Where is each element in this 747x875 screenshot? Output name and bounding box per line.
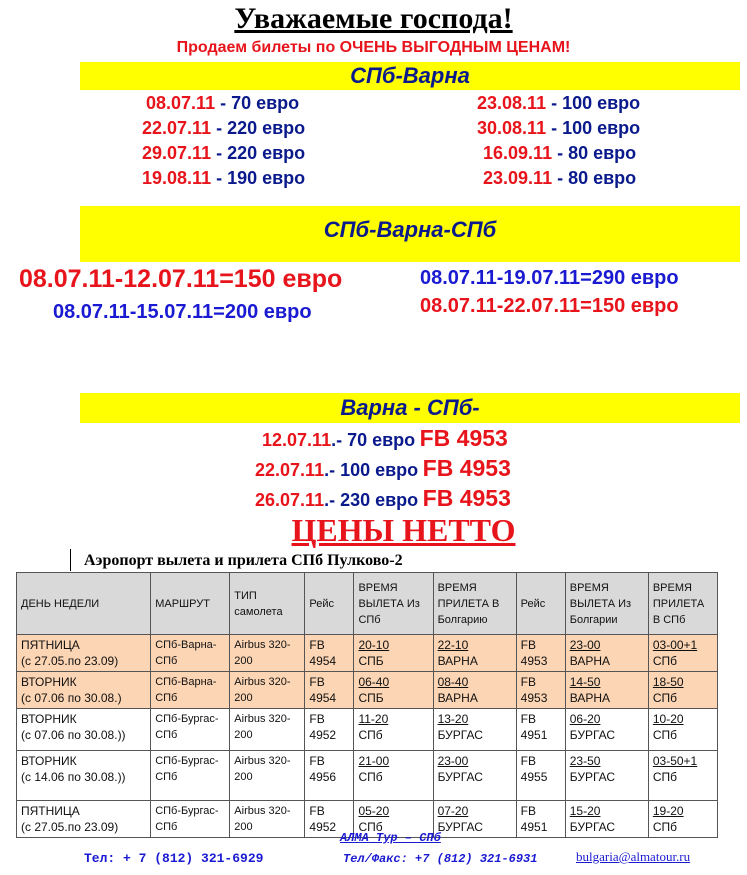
cell-day-text: (с 07.06 по 30.08.) xyxy=(21,691,122,705)
col-arrival: ВРЕМЯ ПРИЛЕТА В Болгарию xyxy=(433,573,516,635)
cell-flight-text: FB 4954 xyxy=(309,675,337,705)
fare-item xyxy=(142,166,305,191)
cell-day-text: ПЯТНИЦА xyxy=(21,804,80,818)
cell-route-text: СПб-Бургас-СПб xyxy=(155,805,219,833)
cell-arrival-text: 22-10 xyxy=(437,638,469,652)
table-row xyxy=(17,709,718,751)
col-departure: ВРЕМЯ ВЫЛЕТА Из СПб xyxy=(354,573,433,635)
cell-departure-back-text: 23-50 xyxy=(569,754,601,768)
divider xyxy=(70,549,71,571)
cell-arrival-back-text: 19-20 xyxy=(652,804,684,818)
cell-arrival xyxy=(433,672,516,709)
cell-flight-text: FB 4956 xyxy=(309,754,337,784)
fare-price: - 100 евро xyxy=(546,118,641,138)
cell-route xyxy=(151,801,230,838)
cell-arrival-back xyxy=(648,801,717,838)
cell-day xyxy=(17,635,151,672)
cell-type xyxy=(230,751,305,801)
fare-price: - 80 евро xyxy=(552,143,637,163)
fare-price: - 220 евро xyxy=(211,118,306,138)
return-item xyxy=(262,425,508,452)
cell-arrival xyxy=(433,751,516,801)
cell-arrival-back-text: 18-50 xyxy=(652,675,684,689)
col-type: ТИП самолета xyxy=(230,573,305,635)
fare-date: 30.08.11 xyxy=(477,118,547,138)
cell-day xyxy=(17,709,151,751)
cell-flight-back-text: FB 4955 xyxy=(520,754,548,784)
cell-day-text: (с 27.05.по 23.09) xyxy=(21,654,119,668)
return-price: .- 230 евро xyxy=(324,490,419,510)
cell-day-text: (с 14.06 по 30.08.)) xyxy=(21,770,126,784)
cell-type xyxy=(230,635,305,672)
cell-departure-text: СПб xyxy=(358,770,383,784)
cell-flight xyxy=(305,672,354,709)
cell-arrival-back-text: 03-00+1 xyxy=(652,638,698,652)
cell-arrival-back xyxy=(648,672,717,709)
fare-item xyxy=(142,116,305,141)
fare-date: 16.09.11 xyxy=(483,143,553,163)
cell-flight-back-text: FB 4951 xyxy=(520,804,548,834)
cell-departure-text: СПБ xyxy=(358,654,384,668)
cell-arrival-back-text: 10-20 xyxy=(652,712,684,726)
table-row xyxy=(17,672,718,709)
cell-flight-back xyxy=(516,635,565,672)
cell-arrival-text: БУРГАС xyxy=(437,770,483,784)
cell-type-text: Airbus 320-200 xyxy=(234,676,291,704)
roundtrip-band xyxy=(80,206,740,262)
return-flight: FB 4953 xyxy=(419,425,508,451)
roundtrip-item: 08.07.11-22.07.11=150 евро xyxy=(420,295,679,317)
cell-departure-back-text: БУРГАС xyxy=(569,728,616,742)
cell-departure-back-text: ВАРНА xyxy=(569,654,611,668)
cell-departure-back-text: 15-20 xyxy=(569,804,601,818)
cell-flight-text: FB 4954 xyxy=(309,638,337,668)
cell-arrival-back-text: СПб xyxy=(652,654,678,668)
fare-item xyxy=(477,91,640,116)
cell-day xyxy=(17,801,151,838)
cell-route-text: СПб-Варна-СПб xyxy=(155,639,217,667)
cell-arrival xyxy=(433,709,516,751)
oneway-left-list xyxy=(142,91,306,191)
cell-arrival-text: 07-20 xyxy=(437,804,469,818)
cell-flight xyxy=(305,709,354,751)
cell-arrival-back-text: СПб xyxy=(652,820,678,834)
page-title: Уважаемые господа! xyxy=(234,2,513,35)
table-row xyxy=(17,635,718,672)
cell-route-text: СПб-Варна-СПб xyxy=(155,676,217,704)
cell-arrival-back-text: СПб xyxy=(652,770,678,784)
cell-arrival-back-text: СПб xyxy=(652,691,678,705)
schedule-table xyxy=(16,572,718,838)
cell-arrival-text: БУРГАС xyxy=(437,820,483,834)
fare-price: - 100 евро xyxy=(546,93,641,113)
cell-type-text: Airbus 320-200 xyxy=(234,755,291,783)
return-item xyxy=(255,485,511,512)
fare-item xyxy=(483,166,640,191)
cell-departure-text: 11-20 xyxy=(358,712,389,726)
cell-type-text: Airbus 320-200 xyxy=(234,805,291,833)
col-flight: Рейс xyxy=(305,573,354,635)
roundtrip-item: 08.07.11-19.07.11=290 евро xyxy=(420,267,679,289)
cell-departure-text: СПб xyxy=(358,820,383,834)
oneway-title: СПб-Варна xyxy=(350,63,470,88)
return-flight: FB 4953 xyxy=(422,455,511,481)
cell-departure xyxy=(354,709,433,751)
cell-type xyxy=(230,672,305,709)
cell-day-text: ПЯТНИЦА xyxy=(21,638,80,652)
cell-arrival-back xyxy=(648,635,717,672)
cell-route xyxy=(151,751,230,801)
roundtrip-title: СПб-Варна-СПб xyxy=(323,217,497,242)
cell-arrival-text: ВАРНА xyxy=(437,691,478,705)
cell-route xyxy=(151,672,230,709)
return-price: .- 100 евро xyxy=(324,460,419,480)
cell-departure-text: 21-00 xyxy=(358,754,390,768)
cell-type xyxy=(230,801,305,838)
fare-price: - 190 евро xyxy=(211,168,306,188)
cell-day-text: ВТОРНИК xyxy=(21,675,77,689)
cell-departure-back-text: 06-20 xyxy=(569,712,601,726)
fax: Тел/Факс: +7 (812) 321-6931 xyxy=(343,852,538,866)
cell-arrival-text: 13-20 xyxy=(437,712,469,726)
cell-route xyxy=(151,635,230,672)
table-header-row xyxy=(17,573,718,635)
cell-departure-text: СПб xyxy=(358,728,383,742)
cell-departure-back xyxy=(565,709,648,751)
cell-arrival-back xyxy=(648,751,717,801)
fare-price: - 70 евро xyxy=(215,93,300,113)
cell-day-text: (с 07.06 по 30.08.)) xyxy=(21,728,126,742)
cell-departure-text: 05-20 xyxy=(358,804,390,818)
fare-date: 29.07.11 xyxy=(142,143,212,163)
cell-flight-back-text: FB 4953 xyxy=(520,675,548,705)
agency-name: АЛМА Тур – СПб xyxy=(340,831,441,845)
oneway-right-list xyxy=(477,91,640,191)
phone: Тел: + 7 (812) 321-6929 xyxy=(84,851,264,866)
cell-flight-back xyxy=(516,709,565,751)
cell-departure-back-text: ВАРНА xyxy=(569,691,611,705)
cell-route xyxy=(151,709,230,751)
cell-arrival-back xyxy=(648,709,717,751)
fare-date: 08.07.11 xyxy=(146,93,216,113)
cell-arrival xyxy=(433,801,516,838)
cell-departure-text: СПБ xyxy=(358,691,384,705)
cell-arrival-back-text: 03-50+1 xyxy=(652,754,698,768)
col-departure-back: ВРЕМЯ ВЫЛЕТА Из Болгарии xyxy=(565,573,648,635)
cell-departure-back xyxy=(565,751,648,801)
cell-arrival xyxy=(433,635,516,672)
cell-arrival-text: ВАРНА xyxy=(437,654,478,668)
fare-date: 23.08.11 xyxy=(477,93,547,113)
return-item xyxy=(255,455,511,482)
cell-departure xyxy=(354,751,433,801)
cell-flight-back xyxy=(516,672,565,709)
cell-day-text: ВТОРНИК xyxy=(21,712,77,726)
roundtrip-item: 08.07.11-15.07.11=200 евро xyxy=(53,301,312,323)
email-link[interactable]: bulgaria@almatour.ru xyxy=(576,849,691,864)
cell-flight-back-text: FB 4953 xyxy=(520,638,548,668)
cell-type-text: Airbus 320-200 xyxy=(234,639,291,667)
cell-type xyxy=(230,709,305,751)
cell-departure xyxy=(354,635,433,672)
cell-flight xyxy=(305,635,354,672)
cell-departure-back-text: БУРГАС xyxy=(569,770,616,784)
cell-departure-back xyxy=(565,672,648,709)
cell-type-text: Airbus 320-200 xyxy=(234,713,291,741)
cell-departure-back xyxy=(565,635,648,672)
cell-arrival-back-text: СПб xyxy=(652,728,678,742)
netto-heading: ЦЕНЫ НЕТТО xyxy=(291,512,516,548)
fare-item xyxy=(483,141,640,166)
cell-flight-text: FB 4952 xyxy=(309,712,337,742)
fare-item xyxy=(142,141,305,166)
cell-departure-back-text: 14-50 xyxy=(569,675,601,689)
fare-price: - 80 евро xyxy=(552,168,637,188)
fare-date: 22.07.11 xyxy=(142,118,212,138)
page-subtitle: Продаем билеты по ОЧЕНЬ ВЫГОДНЫМ ЦЕНАМ! xyxy=(176,39,571,56)
cell-flight-text: FB 4952 xyxy=(309,804,337,834)
cell-day-text: (с 27.05.по 23.09) xyxy=(21,820,119,834)
return-flight: FB 4953 xyxy=(422,485,511,511)
cell-flight xyxy=(305,751,354,801)
cell-route-text: СПб-Бургас-СПб xyxy=(155,713,219,741)
return-date: 22.07.11 xyxy=(255,460,325,480)
return-title: Варна - СПб- xyxy=(340,395,480,420)
cell-departure-back xyxy=(565,801,648,838)
cell-flight-back-text: FB 4951 xyxy=(520,712,548,742)
return-date: 12.07.11 xyxy=(262,430,332,450)
cell-departure-text: 06-40 xyxy=(358,675,390,689)
col-day: ДЕНЬ НЕДЕЛИ xyxy=(17,573,151,635)
oneway-band xyxy=(80,62,740,90)
cell-departure-text: 20-10 xyxy=(358,638,390,652)
airport-title: Аэропорт вылета и прилета СПб Пулково-2 xyxy=(84,552,403,569)
fare-price: - 220 евро xyxy=(211,143,306,163)
col-flight-back: Рейс xyxy=(516,573,565,635)
return-date: 26.07.11 xyxy=(255,490,325,510)
cell-flight-back xyxy=(516,801,565,838)
fare-date: 23.09.11 xyxy=(483,168,553,188)
roundtrip-item: 08.07.11-12.07.11=150 евро xyxy=(19,265,343,293)
cell-arrival-text: БУРГАС xyxy=(437,728,483,742)
cell-departure xyxy=(354,672,433,709)
table-row xyxy=(17,751,718,801)
fare-item xyxy=(146,91,305,116)
cell-day-text: ВТОРНИК xyxy=(21,754,77,768)
fare-item xyxy=(477,116,640,141)
cell-departure-back-text: 23-00 xyxy=(569,638,601,652)
cell-arrival-text: 23-00 xyxy=(437,754,469,768)
cell-day xyxy=(17,672,151,709)
cell-departure-back-text: БУРГАС xyxy=(569,820,616,834)
col-route: МАРШРУТ xyxy=(151,573,230,635)
fare-date: 19.08.11 xyxy=(142,168,212,188)
cell-flight-back xyxy=(516,751,565,801)
cell-arrival-text: 08-40 xyxy=(437,675,469,689)
cell-day xyxy=(17,751,151,801)
col-arrival-back: ВРЕМЯ ПРИЛЕТА В СПб xyxy=(648,573,717,635)
return-band xyxy=(80,393,740,423)
return-price: .- 70 евро xyxy=(331,430,416,450)
cell-route-text: СПб-Бургас-СПб xyxy=(155,755,219,783)
